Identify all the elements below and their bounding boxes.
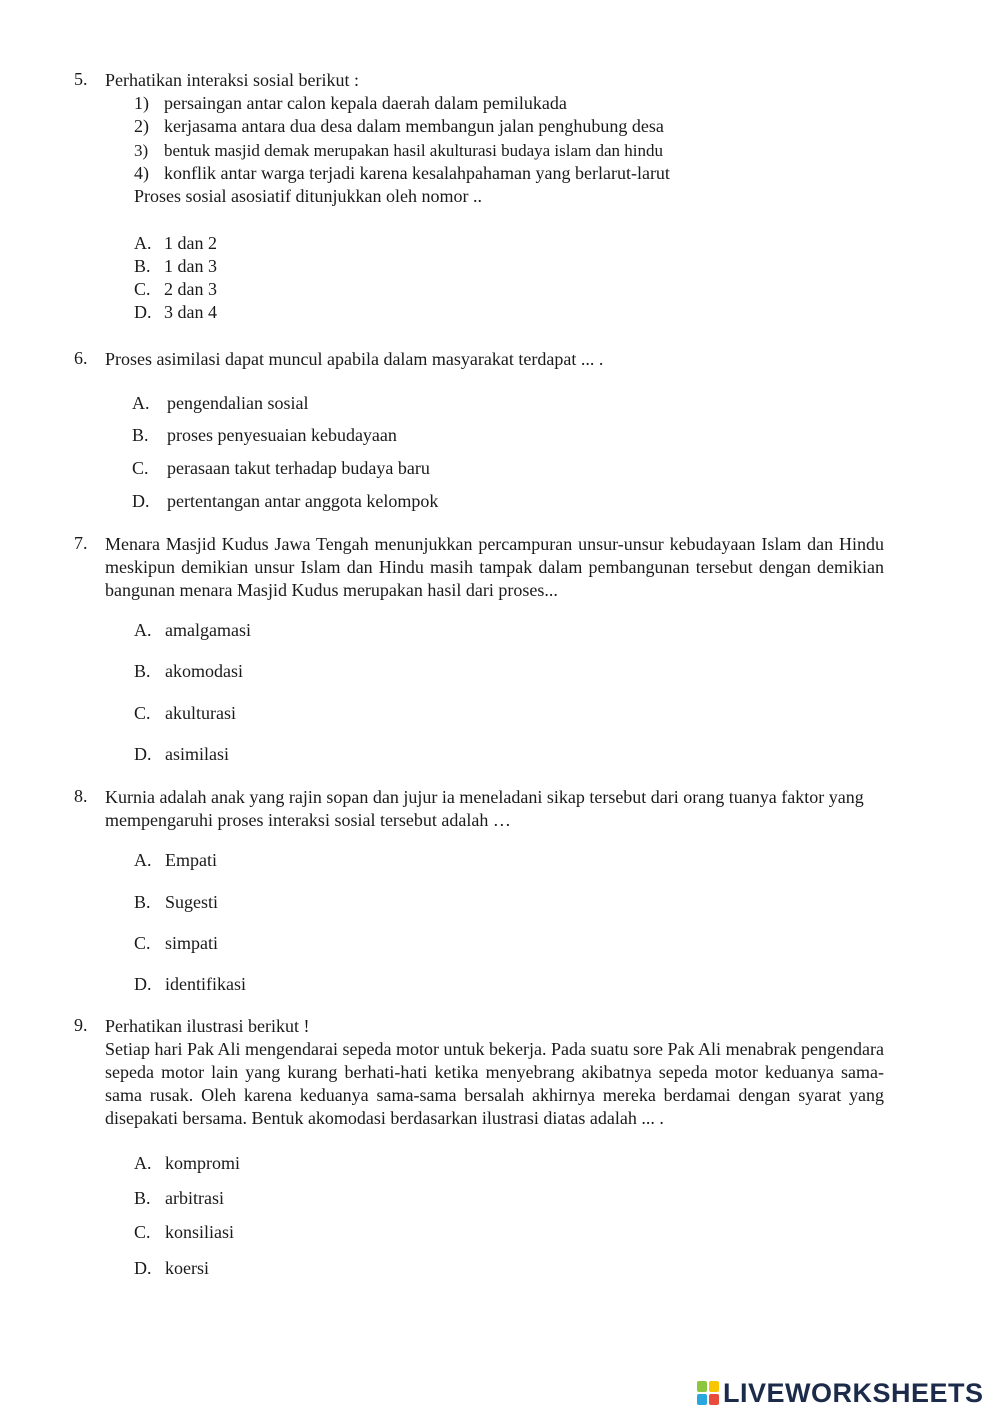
question-number: 8.: [74, 786, 88, 806]
brand-name: LIVEWORKSHEETS: [723, 1377, 984, 1408]
statement-4: 4) konflik antar warga terjadi karena kesalahpahaman yang berlarut-larut: [134, 163, 670, 183]
option-d[interactable]: D. asimilasi: [134, 744, 229, 764]
option-d[interactable]: D. 3 dan 4: [134, 302, 217, 322]
option-a[interactable]: A. 1 dan 2: [134, 233, 217, 253]
liveworksheets-logo[interactable]: [697, 1378, 984, 1408]
question-8: [74, 786, 884, 832]
question-number: 5.: [74, 69, 88, 89]
question-paragraph: Setiap hari Pak Ali mengendarai sepeda motor untuk bekerja. Pada suatu sore Pak Ali menabrak pengendara sepeda motor lain yang kurang berhati-hati ketika menyebrang akibatnya sepeda motor keduanya sama-sama rusak. Oleh karena keduanya sama-sama bersalah akhirnya mereka berdamai dengan syarat yang disepakati bersama. Bentuk akomodasi berdasarkan ilustrasi diatas adalah ... .: [105, 1039, 884, 1128]
option-b[interactable]: B. akomodasi: [134, 661, 243, 681]
question-number: 7.: [74, 533, 88, 553]
option-a[interactable]: A. kompromi: [134, 1153, 240, 1173]
question-text: Proses asimilasi dapat muncul apabila dalam masyarakat terdapat ... .: [105, 349, 604, 369]
question-text: Kurnia adalah anak yang rajin sopan dan jujur ia meneladani sikap tersebut dari orang tuanya faktor yang mempengaruhi proses interaksi sosial tersebut adalah …: [105, 787, 864, 830]
option-b[interactable]: B. arbitrasi: [134, 1188, 224, 1208]
question-number: 9.: [74, 1015, 88, 1035]
option-d[interactable]: D. pertentangan antar anggota kelompok: [132, 491, 439, 511]
question-7: [74, 533, 884, 602]
statement-3: 3) bentuk masjid demak merupakan hasil akulturasi budaya islam dan hindu: [134, 141, 664, 160]
option-b[interactable]: B. proses penyesuaian kebudayaan: [132, 425, 397, 445]
option-a[interactable]: A. amalgamasi: [134, 620, 251, 640]
option-b[interactable]: B. 1 dan 3: [134, 256, 217, 276]
option-c[interactable]: C. 2 dan 3: [134, 279, 217, 299]
question-number: 6.: [74, 348, 88, 368]
option-d[interactable]: D. koersi: [134, 1258, 209, 1278]
option-c[interactable]: C. konsiliasi: [134, 1222, 235, 1242]
statement-2: 2) kerjasama antara dua desa dalam membangun jalan penghubung desa: [134, 116, 664, 136]
option-d[interactable]: D. identifikasi: [134, 974, 246, 994]
option-c[interactable]: C. akulturasi: [134, 703, 236, 723]
option-c[interactable]: C. perasaan takut terhadap budaya baru: [132, 458, 430, 478]
liveworksheets-logo-icon: [697, 1381, 719, 1405]
question-5: [74, 69, 884, 92]
question-prompt: Proses sosial asosiatif ditunjukkan oleh nomor ..: [134, 186, 482, 206]
question-text: Menara Masjid Kudus Jawa Tengah menunjukkan percampuran unsur-unsur kebudayaan Islam dan Hindu meskipun demikian unsur Islam dan Hindu masih tampak dalam pembangunan tersebut dengan demikian bangunan menara Masjid Kudus merupakan hasil dari proses...: [105, 534, 884, 600]
option-a[interactable]: A. pengendalian sosial: [132, 393, 309, 413]
question-9: [74, 1015, 884, 1130]
question-text: Perhatikan interaksi sosial berikut :: [105, 70, 359, 90]
option-a[interactable]: A. Empati: [134, 850, 217, 870]
statement-1: 1) persaingan antar calon kepala daerah dalam pemilukada: [134, 93, 567, 113]
option-b[interactable]: B. Sugesti: [134, 892, 219, 912]
option-c[interactable]: C. simpati: [134, 933, 218, 953]
question-text: Perhatikan ilustrasi berikut !: [105, 1016, 310, 1036]
question-6: [74, 348, 884, 371]
